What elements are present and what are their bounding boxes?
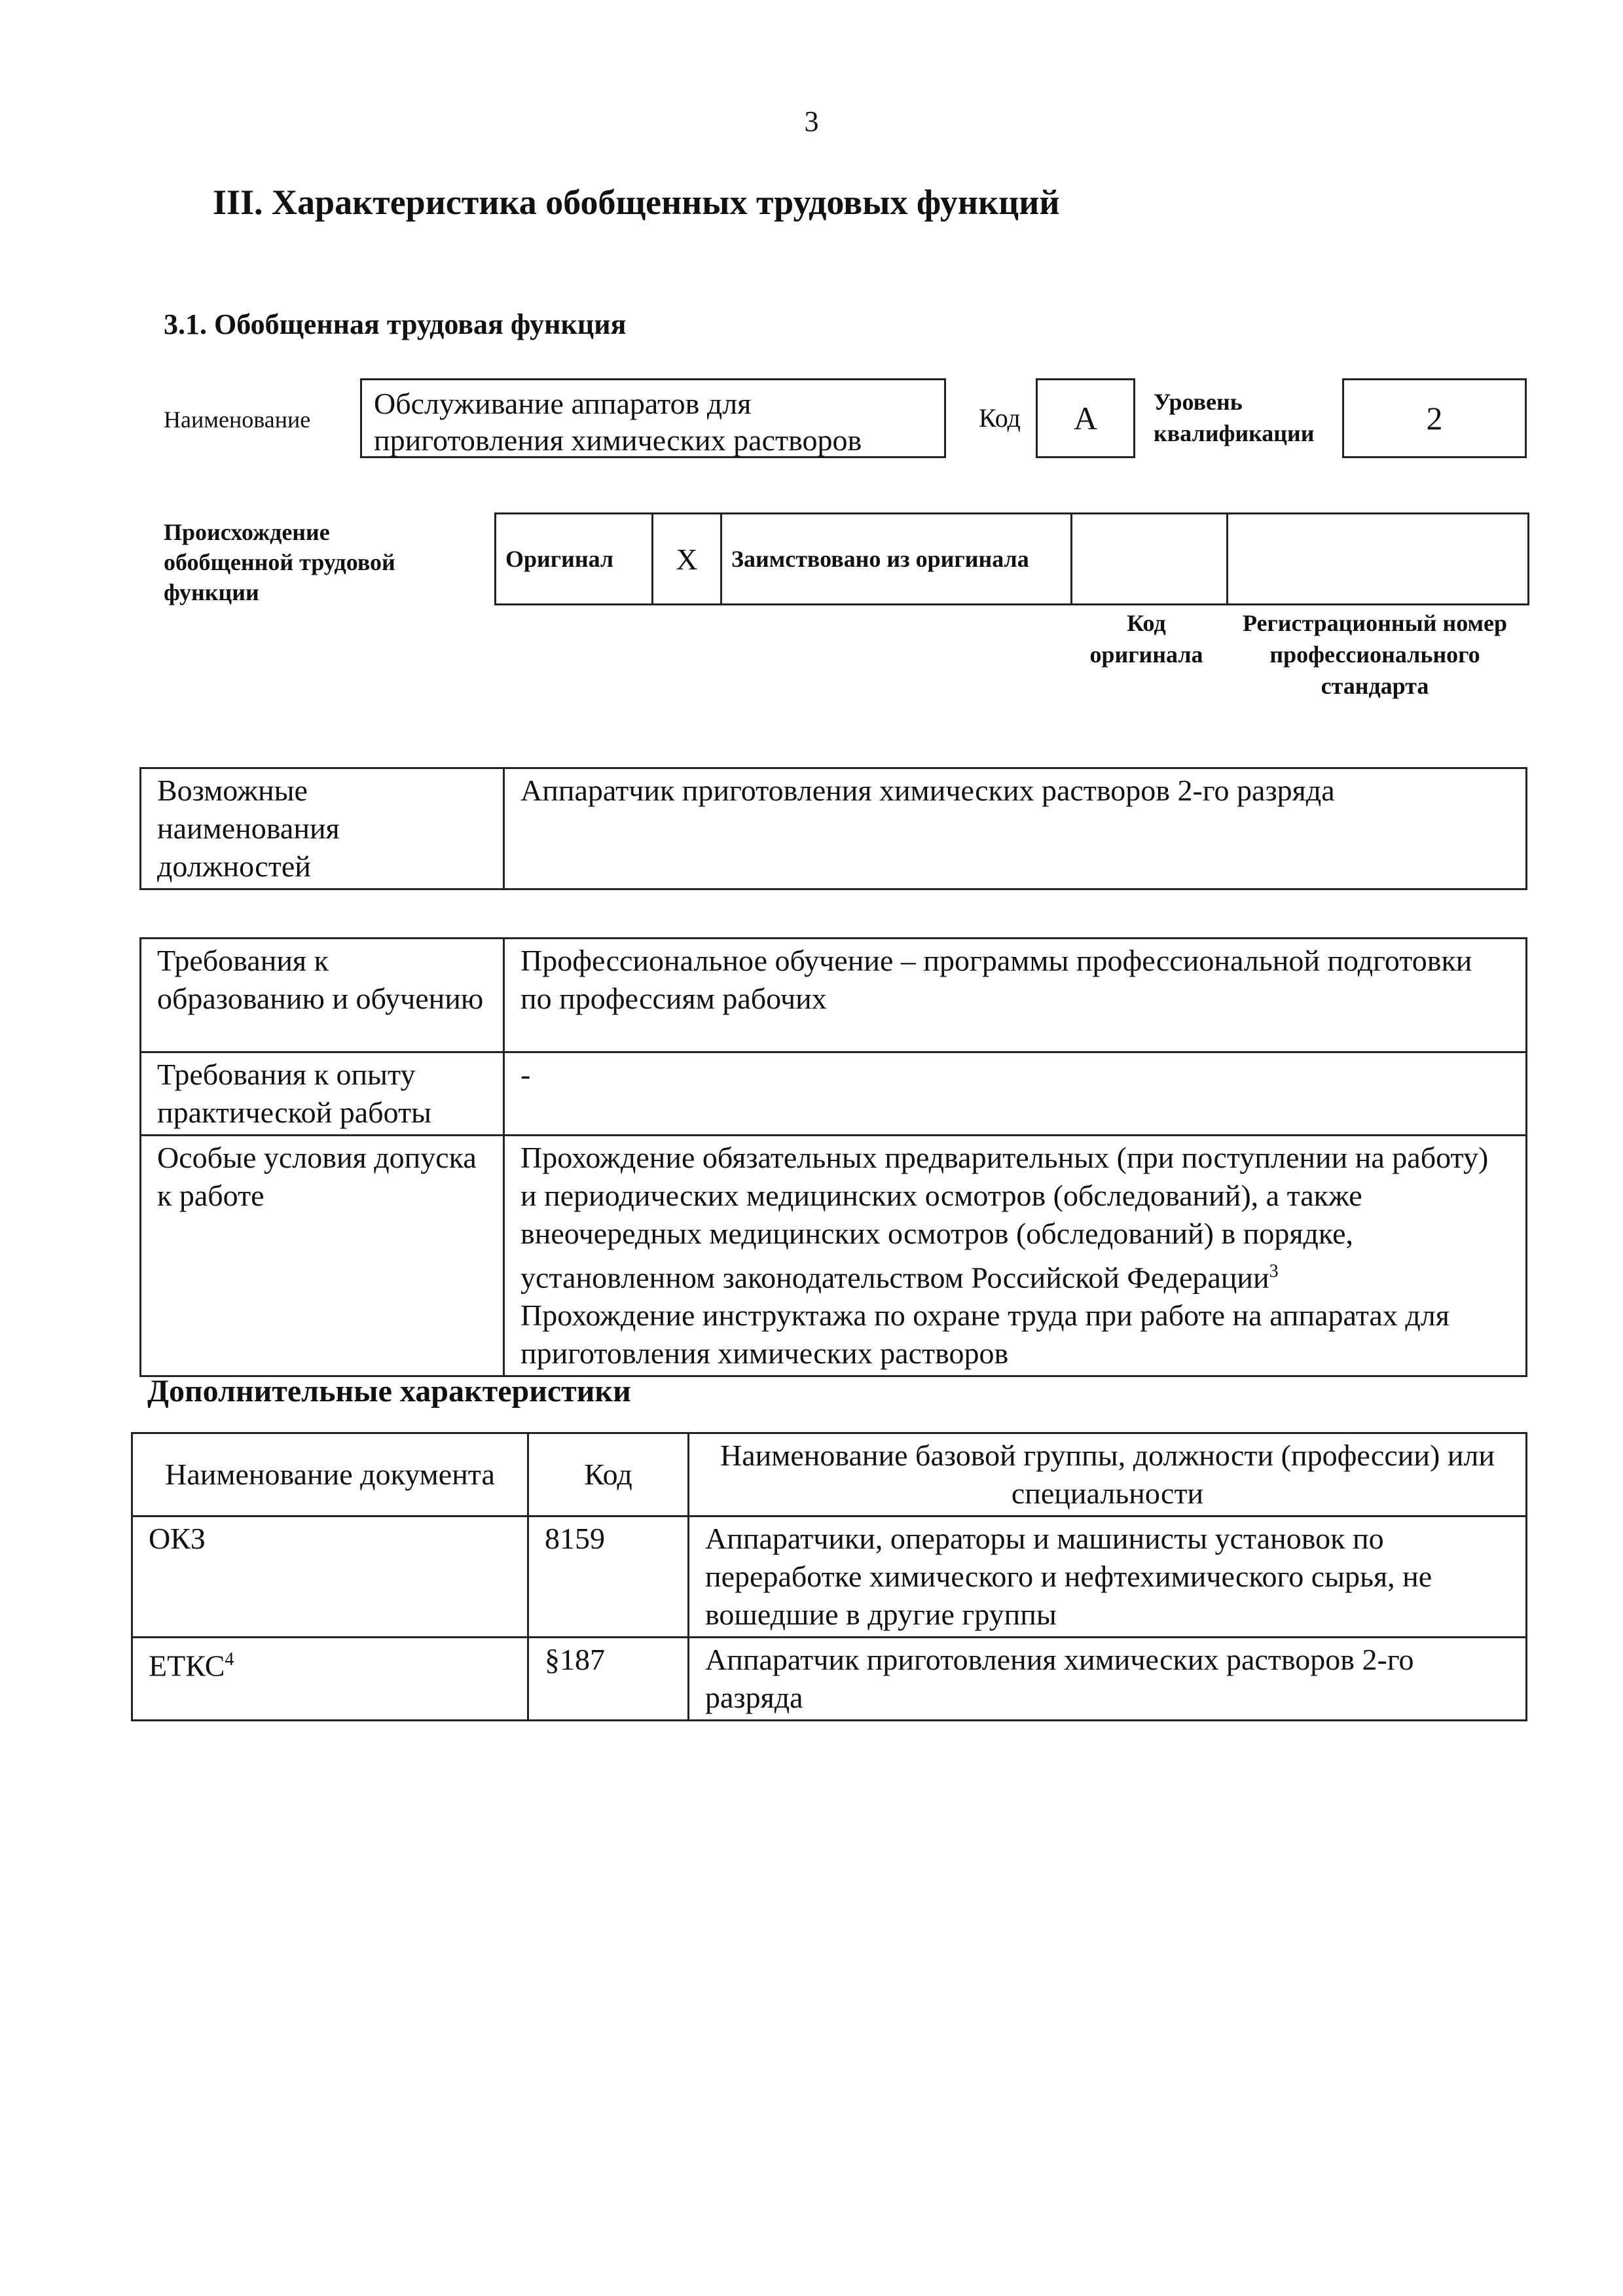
row-code: §187 (528, 1638, 689, 1721)
header-group-name: Наименование базовой группы, должности (профессии) или специальности (689, 1433, 1527, 1516)
reg-number-caption: Регистрационный номер профессионального стандарта (1242, 610, 1508, 699)
education-value: Профессиональное обучение – программы профессиональной подготовки по профессиям рабочих (504, 939, 1527, 1052)
positions-value: Аппаратчик приготовления химических растворов 2-го разряда (504, 768, 1527, 889)
function-name-box (360, 378, 946, 458)
admission-text-2: Прохождение инструктажа по охране труда при работе на аппаратах для приготовления химических растворов (520, 1299, 1450, 1371)
code-box (1036, 378, 1135, 458)
header-code: Код (528, 1433, 689, 1516)
level-box (1342, 378, 1527, 458)
additional-table (131, 1432, 1527, 1721)
requirements-table (139, 937, 1527, 1377)
admission-label: Особые условия допуска к работе (141, 1136, 504, 1376)
level-value: 2 (1426, 400, 1443, 437)
borrowed-label: Заимствовано из оригинала (721, 514, 1072, 605)
origin-table (494, 512, 1529, 605)
code-original-cell (1072, 514, 1228, 605)
row-doc (132, 1516, 528, 1638)
doc-etks: ЕТКС (149, 1649, 225, 1683)
experience-label: Требования к опыту практической работы (141, 1052, 504, 1136)
admission-text-1: Прохождение обязательных предварительных (при поступлении на работу) и периодических медицинских осмотров (обследований), а также внеочередных медицинских осмотров (обследований) в порядке, установленном законодательством Российской Федерации (520, 1141, 1489, 1295)
page-number: 3 (804, 105, 819, 137)
positions-table (139, 767, 1527, 890)
education-label: Требования к образованию и обучению (141, 939, 504, 1052)
origin-label: Происхождение обобщенной трудовой функции (164, 519, 395, 605)
code-label: Код (979, 403, 1021, 433)
header-document: Наименование документа (132, 1433, 528, 1516)
footnote-4: 4 (225, 1649, 234, 1670)
additional-title: Дополнительные характеристики (147, 1374, 631, 1408)
admission-value (504, 1136, 1527, 1376)
code-value: А (1073, 400, 1098, 437)
row-code: 8159 (528, 1516, 689, 1638)
original-label: Оригинал (496, 514, 653, 605)
row-name: Аппаратчики, операторы и машинисты установок по переработке химического и нефтехимического сырья, не вошедшие в другие группы (689, 1516, 1527, 1638)
doc-okz: ОКЗ (149, 1522, 206, 1555)
subsection-title: 3.1. Обобщенная трудовая функция (164, 308, 627, 340)
positions-label: Возможные наименования должностей (141, 768, 504, 889)
code-original-caption: Код оригинала (1089, 610, 1203, 668)
original-mark: X (653, 514, 721, 605)
experience-value: - (504, 1052, 1527, 1136)
section-title: III. Характеристика обобщенных трудовых функций (213, 183, 1060, 222)
footnote-3: 3 (1269, 1261, 1279, 1282)
level-label: Уровень квалификации (1154, 389, 1315, 446)
reg-number-cell (1228, 514, 1529, 605)
row-name: Аппаратчик приготовления химических растворов 2-го разряда (689, 1638, 1527, 1721)
row-doc (132, 1638, 528, 1721)
name-label: Наименование (164, 406, 311, 433)
function-name-value: Обслуживание аппаратов для приготовления химических растворов (374, 387, 862, 457)
